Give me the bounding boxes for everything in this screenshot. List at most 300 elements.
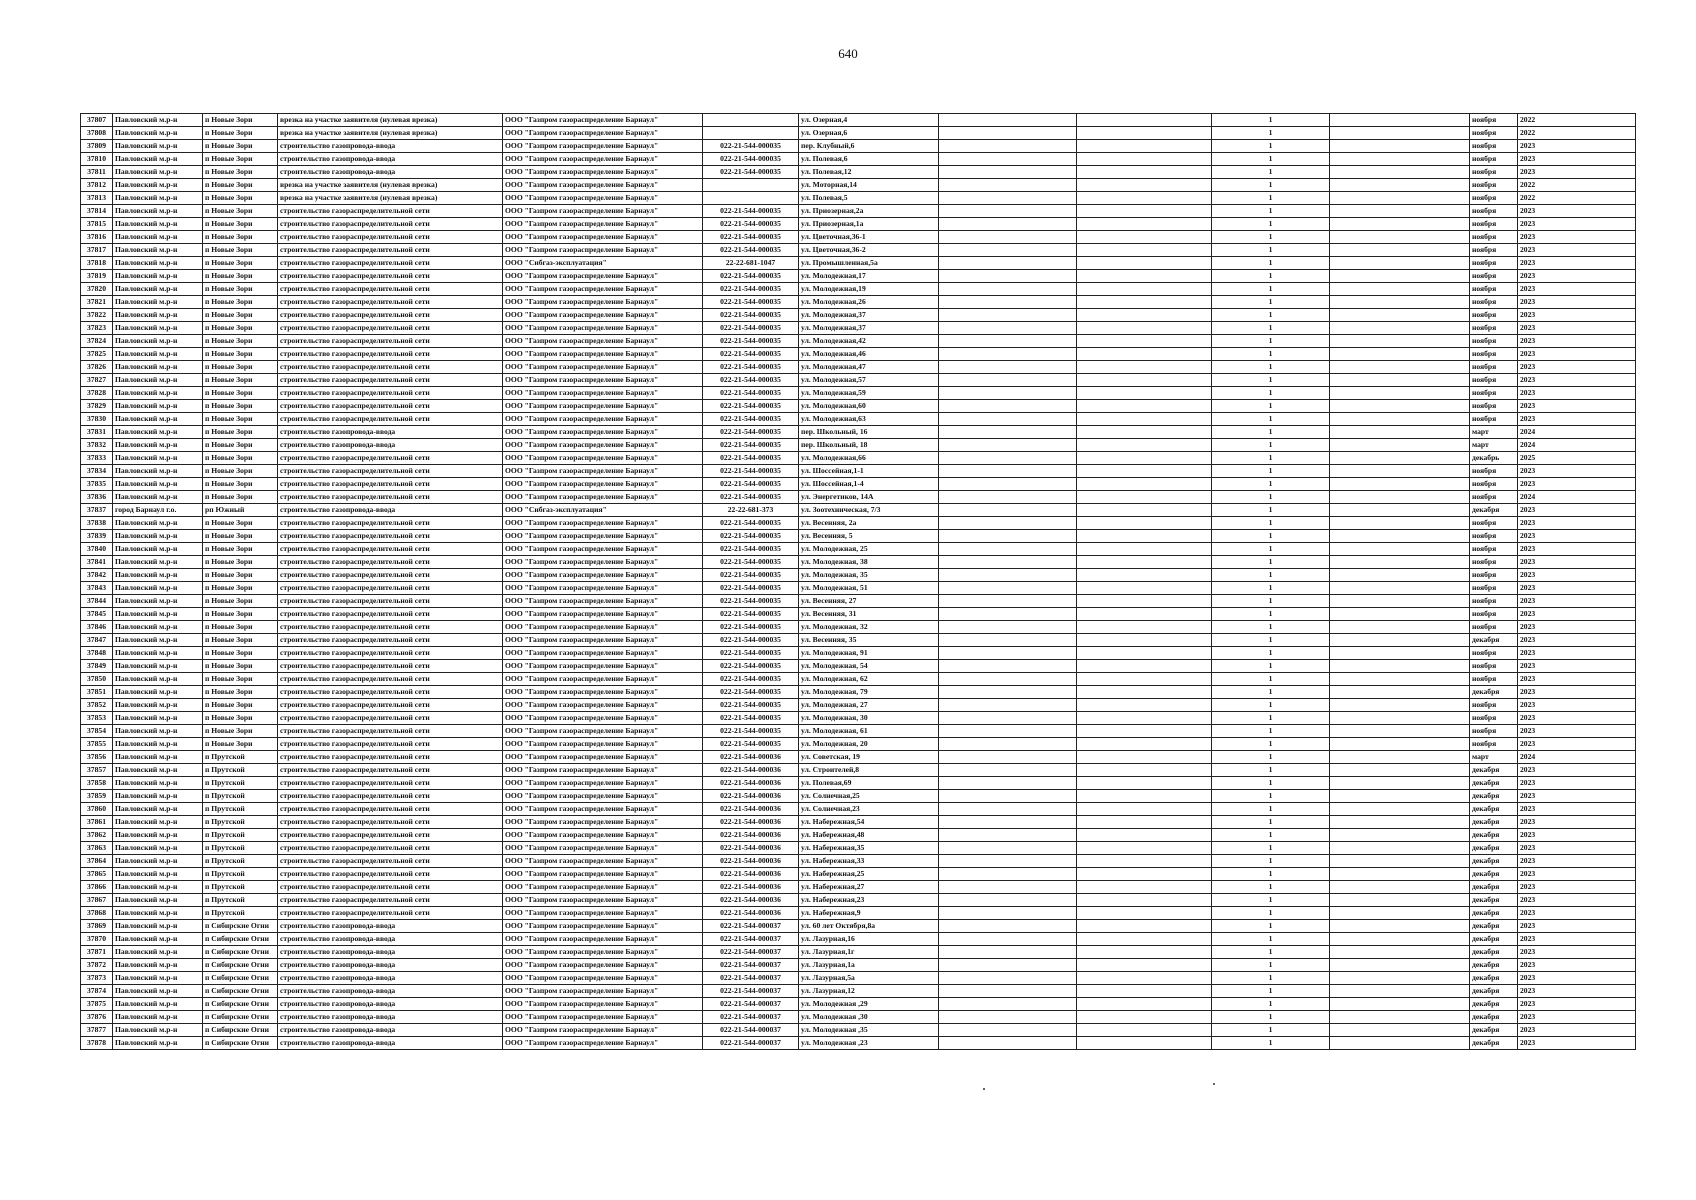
blank-col-8-cell — [939, 517, 1077, 530]
organization-cell: ООО "Газпром газораспределение Барнаул" — [503, 738, 703, 751]
blank-col-11-cell — [1330, 933, 1470, 946]
license-number-cell: 022-21-544-000037 — [703, 985, 799, 998]
row-number-cell: 37857 — [81, 764, 113, 777]
blank-col-11-cell — [1330, 296, 1470, 309]
month-cell: ноября — [1470, 283, 1518, 296]
license-number-cell: 022-21-544-000035 — [703, 361, 799, 374]
row-number-cell: 37874 — [81, 985, 113, 998]
work-type-cell: строительство газораспределительной сети — [278, 296, 503, 309]
work-type-cell: строительство газораспределительной сети — [278, 283, 503, 296]
quantity-cell: 1 — [1212, 933, 1330, 946]
table-row — [81, 634, 1636, 647]
quantity-cell: 1 — [1212, 270, 1330, 283]
work-type-cell: строительство газораспределительной сети — [278, 738, 503, 751]
license-number-cell: 022-21-544-000035 — [703, 439, 799, 452]
license-number-cell: 022-21-544-000035 — [703, 673, 799, 686]
blank-col-9-cell — [1077, 231, 1212, 244]
month-cell: ноября — [1470, 543, 1518, 556]
work-type-cell: строительство газораспределительной сети — [278, 712, 503, 725]
blank-col-8-cell — [939, 725, 1077, 738]
blank-col-8-cell — [939, 309, 1077, 322]
settlement-cell: п Сибирские Огни — [203, 946, 278, 959]
work-type-cell: строительство газораспределительной сети — [278, 543, 503, 556]
quantity-cell: 1 — [1212, 517, 1330, 530]
quantity-cell: 1 — [1212, 608, 1330, 621]
year-cell: 2023 — [1518, 712, 1636, 725]
quantity-cell: 1 — [1212, 530, 1330, 543]
blank-col-9-cell — [1077, 491, 1212, 504]
row-number-cell: 37840 — [81, 543, 113, 556]
month-cell: декабря — [1470, 816, 1518, 829]
license-number-cell: 022-21-544-000035 — [703, 140, 799, 153]
license-number-cell — [703, 114, 799, 127]
work-type-cell: строительство газораспределительной сети — [278, 621, 503, 634]
blank-col-8-cell — [939, 634, 1077, 647]
quantity-cell: 1 — [1212, 192, 1330, 205]
district-cell: Павловский м.р-н — [113, 257, 203, 270]
settlement-cell: п Новые Зори — [203, 725, 278, 738]
address-cell: ул. Набережная,35 — [799, 842, 939, 855]
settlement-cell: п Новые Зори — [203, 634, 278, 647]
month-cell: декабря — [1470, 868, 1518, 881]
blank-col-11-cell — [1330, 842, 1470, 855]
address-cell: ул. Зоотехническая, 7/3 — [799, 504, 939, 517]
blank-col-11-cell — [1330, 647, 1470, 660]
blank-col-8-cell — [939, 608, 1077, 621]
blank-col-11-cell — [1330, 699, 1470, 712]
work-type-cell: строительство газораспределительной сети — [278, 608, 503, 621]
address-cell: ул. Молодежная, 61 — [799, 725, 939, 738]
blank-col-11-cell — [1330, 348, 1470, 361]
work-type-cell: строительство газораспределительной сети — [278, 842, 503, 855]
blank-col-8-cell — [939, 335, 1077, 348]
address-cell: ул. Молодежная,37 — [799, 309, 939, 322]
blank-col-8-cell — [939, 712, 1077, 725]
month-cell: ноября — [1470, 309, 1518, 322]
settlement-cell: п Новые Зори — [203, 361, 278, 374]
district-cell: Павловский м.р-н — [113, 205, 203, 218]
settlement-cell: п Новые Зори — [203, 608, 278, 621]
blank-col-8-cell — [939, 387, 1077, 400]
blank-col-8-cell — [939, 192, 1077, 205]
table-row — [81, 855, 1636, 868]
year-cell: 2023 — [1518, 920, 1636, 933]
work-type-cell: строительство газопровода-ввода — [278, 998, 503, 1011]
row-number-cell: 37819 — [81, 270, 113, 283]
district-cell: Павловский м.р-н — [113, 621, 203, 634]
district-cell: Павловский м.р-н — [113, 127, 203, 140]
blank-col-8-cell — [939, 673, 1077, 686]
blank-col-9-cell — [1077, 1037, 1212, 1050]
month-cell: ноября — [1470, 166, 1518, 179]
license-number-cell: 022-21-544-000037 — [703, 946, 799, 959]
quantity-cell: 1 — [1212, 491, 1330, 504]
license-number-cell: 022-21-544-000035 — [703, 647, 799, 660]
blank-col-8-cell — [939, 998, 1077, 1011]
quantity-cell: 1 — [1212, 855, 1330, 868]
district-cell: Павловский м.р-н — [113, 1037, 203, 1050]
registry-rows — [81, 114, 1636, 1050]
settlement-cell: п Сибирские Огни — [203, 959, 278, 972]
work-type-cell: строительство газораспределительной сети — [278, 660, 503, 673]
address-cell: ул. Приозерная,1а — [799, 218, 939, 231]
blank-col-9-cell — [1077, 699, 1212, 712]
settlement-cell: п Новые Зори — [203, 556, 278, 569]
address-cell: ул. Молодежная, 51 — [799, 582, 939, 595]
work-type-cell: строительство газопровода-ввода — [278, 439, 503, 452]
month-cell: ноября — [1470, 491, 1518, 504]
table-row — [81, 296, 1636, 309]
quantity-cell: 1 — [1212, 907, 1330, 920]
address-cell: ул. Озерная,6 — [799, 127, 939, 140]
district-cell: Павловский м.р-н — [113, 231, 203, 244]
district-cell: Павловский м.р-н — [113, 972, 203, 985]
year-cell: 2023 — [1518, 803, 1636, 816]
district-cell: Павловский м.р-н — [113, 491, 203, 504]
month-cell: ноября — [1470, 517, 1518, 530]
address-cell: ул. Шоссейная,1-4 — [799, 478, 939, 491]
blank-col-9-cell — [1077, 829, 1212, 842]
quantity-cell: 1 — [1212, 114, 1330, 127]
scan-speck — [983, 1088, 985, 1090]
address-cell: ул. Лазурная,12 — [799, 985, 939, 998]
settlement-cell: п Новые Зори — [203, 673, 278, 686]
license-number-cell: 022-21-544-000035 — [703, 660, 799, 673]
blank-col-9-cell — [1077, 816, 1212, 829]
table-row — [81, 556, 1636, 569]
quantity-cell: 1 — [1212, 322, 1330, 335]
district-cell: Павловский м.р-н — [113, 478, 203, 491]
row-number-cell: 37807 — [81, 114, 113, 127]
year-cell: 2023 — [1518, 231, 1636, 244]
blank-col-9-cell — [1077, 660, 1212, 673]
row-number-cell: 37872 — [81, 959, 113, 972]
blank-col-11-cell — [1330, 985, 1470, 998]
settlement-cell: п Новые Зори — [203, 400, 278, 413]
district-cell: Павловский м.р-н — [113, 452, 203, 465]
organization-cell: ООО "Сибгаз-эксплуатация" — [503, 504, 703, 517]
blank-col-9-cell — [1077, 127, 1212, 140]
quantity-cell: 1 — [1212, 959, 1330, 972]
row-number-cell: 37844 — [81, 595, 113, 608]
settlement-cell: п Новые Зори — [203, 335, 278, 348]
table-row — [81, 959, 1636, 972]
work-type-cell: строительство газораспределительной сети — [278, 517, 503, 530]
blank-col-8-cell — [939, 413, 1077, 426]
month-cell: декабря — [1470, 998, 1518, 1011]
blank-col-11-cell — [1330, 231, 1470, 244]
year-cell: 2023 — [1518, 1011, 1636, 1024]
district-cell: Павловский м.р-н — [113, 816, 203, 829]
organization-cell: ООО "Газпром газораспределение Барнаул" — [503, 985, 703, 998]
table-row — [81, 452, 1636, 465]
address-cell: ул. Весенняя, 27 — [799, 595, 939, 608]
blank-col-11-cell — [1330, 660, 1470, 673]
quantity-cell: 1 — [1212, 569, 1330, 582]
district-cell: Павловский м.р-н — [113, 595, 203, 608]
row-number-cell: 37835 — [81, 478, 113, 491]
page-number: 640 — [838, 46, 858, 61]
table-row — [81, 218, 1636, 231]
year-cell: 2023 — [1518, 387, 1636, 400]
license-number-cell: 022-21-544-000037 — [703, 1024, 799, 1037]
district-cell: Павловский м.р-н — [113, 140, 203, 153]
settlement-cell: п Новые Зори — [203, 296, 278, 309]
row-number-cell: 37856 — [81, 751, 113, 764]
address-cell: ул. Промышленная,5а — [799, 257, 939, 270]
month-cell: декабря — [1470, 933, 1518, 946]
license-number-cell: 022-21-544-000035 — [703, 413, 799, 426]
organization-cell: ООО "Газпром газораспределение Барнаул" — [503, 270, 703, 283]
quantity-cell: 1 — [1212, 777, 1330, 790]
blank-col-8-cell — [939, 959, 1077, 972]
organization-cell: ООО "Газпром газораспределение Барнаул" — [503, 946, 703, 959]
district-cell: Павловский м.р-н — [113, 270, 203, 283]
work-type-cell: строительство газораспределительной сети — [278, 816, 503, 829]
blank-col-9-cell — [1077, 335, 1212, 348]
table-row — [81, 751, 1636, 764]
address-cell: ул. Набережная,9 — [799, 907, 939, 920]
quantity-cell: 1 — [1212, 790, 1330, 803]
quantity-cell: 1 — [1212, 868, 1330, 881]
month-cell: ноября — [1470, 387, 1518, 400]
year-cell: 2023 — [1518, 166, 1636, 179]
table-row — [81, 972, 1636, 985]
address-cell: ул. Полевая,5 — [799, 192, 939, 205]
quantity-cell: 1 — [1212, 725, 1330, 738]
table-row — [81, 439, 1636, 452]
month-cell: ноября — [1470, 140, 1518, 153]
organization-cell: ООО "Газпром газораспределение Барнаул" — [503, 348, 703, 361]
month-cell: март — [1470, 439, 1518, 452]
address-cell: ул. Молодежная, 79 — [799, 686, 939, 699]
blank-col-8-cell — [939, 140, 1077, 153]
work-type-cell: строительство газопровода-ввода — [278, 920, 503, 933]
district-cell: Павловский м.р-н — [113, 1024, 203, 1037]
license-number-cell: 022-21-544-000035 — [703, 205, 799, 218]
blank-col-9-cell — [1077, 764, 1212, 777]
table-row — [81, 166, 1636, 179]
work-type-cell: строительство газораспределительной сети — [278, 335, 503, 348]
blank-col-11-cell — [1330, 790, 1470, 803]
blank-col-8-cell — [939, 530, 1077, 543]
work-type-cell: строительство газораспределительной сети — [278, 699, 503, 712]
year-cell: 2023 — [1518, 894, 1636, 907]
table-row — [81, 322, 1636, 335]
work-type-cell: строительство газораспределительной сети — [278, 829, 503, 842]
quantity-cell: 1 — [1212, 426, 1330, 439]
district-cell: Павловский м.р-н — [113, 985, 203, 998]
organization-cell: ООО "Газпром газораспределение Барнаул" — [503, 894, 703, 907]
work-type-cell: строительство газораспределительной сети — [278, 777, 503, 790]
month-cell: ноября — [1470, 556, 1518, 569]
blank-col-8-cell — [939, 179, 1077, 192]
blank-col-8-cell — [939, 1037, 1077, 1050]
month-cell: март — [1470, 751, 1518, 764]
address-cell: ул. Молодежная,26 — [799, 296, 939, 309]
license-number-cell: 022-21-544-000035 — [703, 465, 799, 478]
blank-col-8-cell — [939, 777, 1077, 790]
settlement-cell: п Новые Зори — [203, 439, 278, 452]
blank-col-9-cell — [1077, 595, 1212, 608]
blank-col-9-cell — [1077, 309, 1212, 322]
blank-col-11-cell — [1330, 192, 1470, 205]
month-cell: декабря — [1470, 790, 1518, 803]
year-cell: 2022 — [1518, 192, 1636, 205]
row-number-cell: 37867 — [81, 894, 113, 907]
district-cell: Павловский м.р-н — [113, 829, 203, 842]
settlement-cell: п Новые Зори — [203, 270, 278, 283]
blank-col-9-cell — [1077, 504, 1212, 517]
blank-col-11-cell — [1330, 114, 1470, 127]
organization-cell: ООО "Газпром газораспределение Барнаул" — [503, 855, 703, 868]
address-cell: ул. Молодежная,60 — [799, 400, 939, 413]
address-cell: ул. Набережная,54 — [799, 816, 939, 829]
blank-col-11-cell — [1330, 1024, 1470, 1037]
year-cell: 2023 — [1518, 530, 1636, 543]
row-number-cell: 37850 — [81, 673, 113, 686]
row-number-cell: 37837 — [81, 504, 113, 517]
row-number-cell: 37831 — [81, 426, 113, 439]
month-cell: декабря — [1470, 777, 1518, 790]
settlement-cell: п Новые Зори — [203, 712, 278, 725]
district-cell: Павловский м.р-н — [113, 426, 203, 439]
blank-col-9-cell — [1077, 114, 1212, 127]
license-number-cell — [703, 179, 799, 192]
table-row — [81, 1024, 1636, 1037]
work-type-cell: строительство газораспределительной сети — [278, 582, 503, 595]
month-cell: ноября — [1470, 725, 1518, 738]
district-cell: Павловский м.р-н — [113, 920, 203, 933]
table-row — [81, 530, 1636, 543]
license-number-cell: 022-21-544-000036 — [703, 803, 799, 816]
organization-cell: ООО "Газпром газораспределение Барнаул" — [503, 725, 703, 738]
district-cell: Павловский м.р-н — [113, 634, 203, 647]
organization-cell: ООО "Газпром газораспределение Барнаул" — [503, 244, 703, 257]
blank-col-11-cell — [1330, 439, 1470, 452]
organization-cell: ООО "Газпром газораспределение Барнаул" — [503, 803, 703, 816]
blank-col-9-cell — [1077, 634, 1212, 647]
blank-col-8-cell — [939, 478, 1077, 491]
license-number-cell: 022-21-544-000035 — [703, 725, 799, 738]
month-cell: ноября — [1470, 192, 1518, 205]
settlement-cell: п Новые Зори — [203, 738, 278, 751]
blank-col-9-cell — [1077, 166, 1212, 179]
month-cell: декабря — [1470, 1037, 1518, 1050]
organization-cell: ООО "Газпром газораспределение Барнаул" — [503, 374, 703, 387]
blank-col-11-cell — [1330, 218, 1470, 231]
blank-col-9-cell — [1077, 465, 1212, 478]
organization-cell: ООО "Газпром газораспределение Барнаул" — [503, 582, 703, 595]
blank-col-8-cell — [939, 647, 1077, 660]
table-row — [81, 270, 1636, 283]
settlement-cell: п Новые Зори — [203, 569, 278, 582]
month-cell: ноября — [1470, 270, 1518, 283]
license-number-cell: 022-21-544-000036 — [703, 777, 799, 790]
address-cell: ул. Молодежная,57 — [799, 374, 939, 387]
settlement-cell: п Новые Зори — [203, 491, 278, 504]
address-cell: ул. Лазурная,5а — [799, 972, 939, 985]
month-cell: ноября — [1470, 569, 1518, 582]
blank-col-11-cell — [1330, 712, 1470, 725]
address-cell: ул. Лазурная,1г — [799, 946, 939, 959]
settlement-cell: п Прутской — [203, 764, 278, 777]
row-number-cell: 37838 — [81, 517, 113, 530]
blank-col-9-cell — [1077, 374, 1212, 387]
address-cell: ул. Набережная,27 — [799, 881, 939, 894]
row-number-cell: 37829 — [81, 400, 113, 413]
organization-cell: ООО "Газпром газораспределение Барнаул" — [503, 751, 703, 764]
row-number-cell: 37821 — [81, 296, 113, 309]
organization-cell: ООО "Газпром газораспределение Барнаул" — [503, 478, 703, 491]
organization-cell: ООО "Газпром газораспределение Барнаул" — [503, 465, 703, 478]
month-cell: декабря — [1470, 920, 1518, 933]
quantity-cell: 1 — [1212, 972, 1330, 985]
organization-cell: ООО "Газпром газораспределение Барнаул" — [503, 166, 703, 179]
address-cell: пер. Клубный,6 — [799, 140, 939, 153]
blank-col-8-cell — [939, 322, 1077, 335]
district-cell: Павловский м.р-н — [113, 556, 203, 569]
table-row — [81, 413, 1636, 426]
row-number-cell: 37809 — [81, 140, 113, 153]
year-cell: 2023 — [1518, 478, 1636, 491]
table-row — [81, 543, 1636, 556]
quantity-cell: 1 — [1212, 595, 1330, 608]
license-number-cell: 022-21-544-000037 — [703, 972, 799, 985]
blank-col-9-cell — [1077, 933, 1212, 946]
district-cell: Павловский м.р-н — [113, 647, 203, 660]
settlement-cell: п Прутской — [203, 894, 278, 907]
organization-cell: ООО "Газпром газораспределение Барнаул" — [503, 491, 703, 504]
address-cell: ул. Молодежная ,23 — [799, 1037, 939, 1050]
organization-cell: ООО "Газпром газораспределение Барнаул" — [503, 634, 703, 647]
district-cell: Павловский м.р-н — [113, 569, 203, 582]
month-cell: декабря — [1470, 686, 1518, 699]
blank-col-11-cell — [1330, 816, 1470, 829]
table-row — [81, 816, 1636, 829]
month-cell: ноября — [1470, 348, 1518, 361]
blank-col-11-cell — [1330, 543, 1470, 556]
blank-col-11-cell — [1330, 751, 1470, 764]
blank-col-8-cell — [939, 361, 1077, 374]
table-row — [81, 1011, 1636, 1024]
month-cell: ноября — [1470, 205, 1518, 218]
month-cell: ноября — [1470, 361, 1518, 374]
year-cell: 2023 — [1518, 218, 1636, 231]
blank-col-9-cell — [1077, 868, 1212, 881]
organization-cell: ООО "Газпром газораспределение Барнаул" — [503, 881, 703, 894]
row-number-cell: 37863 — [81, 842, 113, 855]
address-cell: ул. Молодежная,59 — [799, 387, 939, 400]
table-row — [81, 205, 1636, 218]
year-cell: 2023 — [1518, 660, 1636, 673]
month-cell: ноября — [1470, 374, 1518, 387]
row-number-cell: 37812 — [81, 179, 113, 192]
year-cell: 2023 — [1518, 764, 1636, 777]
district-cell: Павловский м.р-н — [113, 894, 203, 907]
quantity-cell: 1 — [1212, 439, 1330, 452]
quantity-cell: 1 — [1212, 127, 1330, 140]
district-cell: Павловский м.р-н — [113, 673, 203, 686]
organization-cell: ООО "Газпром газораспределение Барнаул" — [503, 933, 703, 946]
blank-col-11-cell — [1330, 972, 1470, 985]
blank-col-11-cell — [1330, 1037, 1470, 1050]
district-cell: Павловский м.р-н — [113, 998, 203, 1011]
work-type-cell: строительство газораспределительной сети — [278, 894, 503, 907]
table-row — [81, 140, 1636, 153]
year-cell: 2023 — [1518, 985, 1636, 998]
license-number-cell: 022-21-544-000037 — [703, 933, 799, 946]
